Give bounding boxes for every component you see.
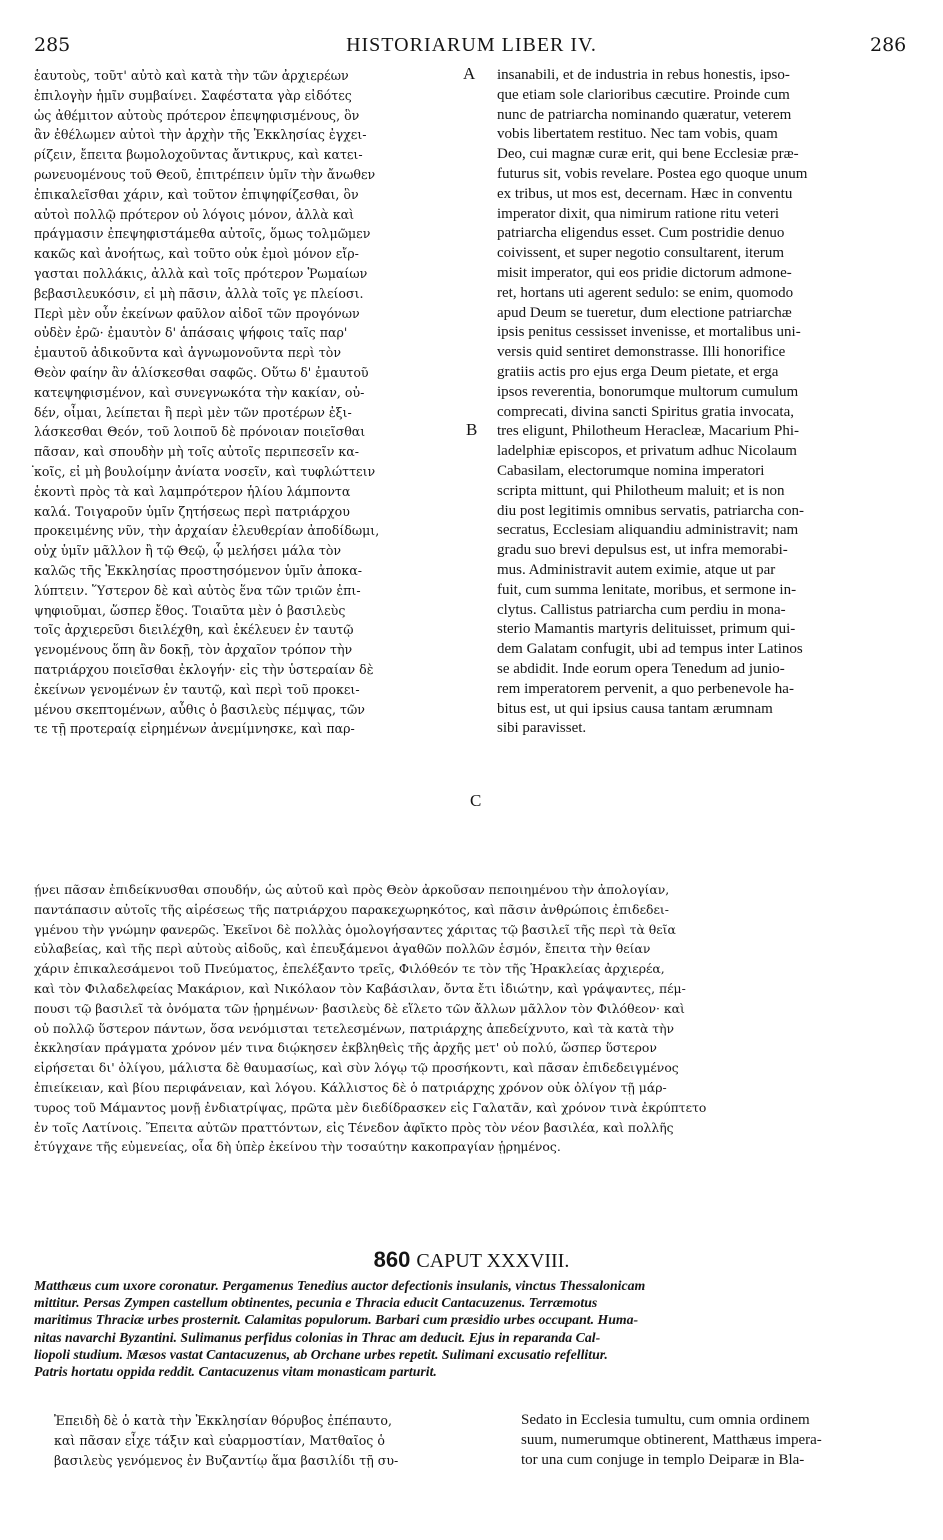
text-line: γασται πολλάκις, ἀλλὰ καὶ τοῖς πρότερον Ῥωμαίων: [34, 265, 368, 281]
text-line: imperator dixit, qua nimirum ratione ritu veteri: [497, 205, 780, 222]
text-line: futurus sit, vobis revelare. Postea ego quoque unum: [497, 165, 808, 182]
text-line: ἐκείνων γενομένων ἐν ταυτῷ, καὶ περὶ τοῦ προκει-: [34, 681, 360, 697]
margin-mark-a: A: [463, 64, 476, 83]
text-line: sterio Mamantis martyris delituisset, primum qui-: [497, 621, 796, 638]
greek-text-column: [34, 66, 461, 739]
text-line: ἐπιλογὴν ἡμῖν συμβαίνει. Σαφέστατα γὰρ εἰδότες: [34, 87, 352, 103]
text-line: ρωνευομένους τοῦ Θεοῦ, ἐπιτρέπειν ὑμῖν τὴν ἄνωθεν: [34, 166, 376, 182]
text-line: ἂν ἐθέλωμεν αὐτοὶ τὴν ἀρχὴν τῆς Ἐκκλησίας ἐγχει-: [34, 127, 367, 143]
text-line: mus. Administravit autem eximie, atque ut par: [497, 561, 776, 578]
text-line: ἐπικαλεῖσθαι χάριν, καὶ τοῦτον ἐπιψηφίζεσθαι, ὃν: [34, 186, 359, 202]
text-line: ψηφιοῦμαι, ὥσπερ ἔθος. Τοιαῦτα μὲν ὁ βασιλεὺς: [34, 602, 346, 618]
text-line: ἑαυτοὺς, τοῦτ' αὐτὸ καὶ κατὰ τὴν τῶν ἀρχιερέων: [34, 68, 349, 83]
text-line: insanabili, et de industria in rebus honestis, ipso-: [497, 67, 790, 83]
text-line: comprecati, divina sancti Spiritus gratia invocata,: [497, 403, 794, 420]
text-line: καλῶς τῆς Ἐκκλησίας προστησόμενον ὑμῖν ἀποκα-: [34, 562, 362, 578]
margin-dot: .: [31, 456, 35, 471]
text-line: πατριάρχου ποιεῖσθαι ἐκλογήν· εἰς τὴν ὑστεραίαν δὲ: [34, 661, 374, 677]
text-line: αὐτοὶ πολλῷ πρότερον οὐ λόγοις μόνον, ἀλλὰ καὶ: [34, 206, 355, 222]
text-line: καὶ πᾶσαν εἶχε τάξιν καὶ εὐαρμοστίαν, Ματθαῖος ὁ: [54, 1432, 385, 1448]
text-line: diu post legitimis omnibus servatis, patriarcha con-: [497, 502, 805, 519]
text-line: gratiis actis pro ejus erga Deum pietate, et erga: [497, 363, 779, 380]
text-line: nunc de patriarcha nominando quæratur, veterem: [497, 106, 792, 123]
text-line: ἐκκλησίαν πράγματα χρόνον μέν τινα διῴκησεν ἐκβληθεὶς τῆς ἀρχῆς μετ' οὐ πολύ, ὥσπερ ὕστερον: [34, 1040, 657, 1056]
greek-chapter-opening: [54, 1411, 502, 1470]
text-line: γενομένους ὅπη ἂν δοκῇ, τὸν ἀρχαῖον τρόπον τὴν: [34, 642, 353, 658]
text-line: λύπτειν. Ὕστερον δὲ καὶ αὐτὸς ἕνα τῶν τριῶν ἐπι-: [34, 582, 361, 598]
summary-line: maritimus Thraciæ urbes prosternit. Calamitas populorum. Barbari cum præsidio urbes occupant. Huma-: [34, 1312, 639, 1328]
text-line: χάριν ἐπικαλεσάμενοι τοῦ Πνεύματος, ἐπελέξαντο τρεῖς, Φιλόθεόν τε τὸν τῆς Ἡρακλείας ἀρχιερέα,: [34, 961, 665, 977]
text-line: Cabasilam, electorumque nomina imperatori: [497, 462, 765, 479]
text-line: se abdidit. Inde eorum opera Tenedum ad junio-: [497, 660, 785, 677]
chapter-title: CAPUT XXXVIII.: [416, 1250, 570, 1272]
text-line: ret, hortans uti agerent sedulo: se enim, quomodo: [497, 284, 794, 301]
text-line: Περὶ μὲν οὖν ἐκείνων φαῦλον αἰδοῖ τῶν προγόνων: [34, 305, 360, 321]
text-line: προκειμένης νῦν, τὴν ἀρχαίαν ἐλευθερίαν ἀποδίδωμι,: [34, 523, 380, 539]
text-line: κοῖς, εἰ μὴ βουλοίμην ἀνίατα νοσεῖν, καὶ τυφλώττειν: [34, 463, 376, 479]
text-line: tor una cum conjuge in templo Deiparæ in Bla-: [521, 1451, 805, 1468]
latin-chapter-opening: [521, 1411, 909, 1470]
text-line: ἐμαυτοῦ ἀδικοῦντα καὶ ἀγνωμονοῦντα περὶ τὸν: [34, 345, 341, 361]
text-line: εὐλαβείας, καὶ τῆς περὶ αὐτοὺς αἰδοῦς, καὶ ἐπευξάμενοι ἀγαθῶν πολλῶν ἑσμόν, ἔπειτα τὴν θείαν: [34, 941, 651, 957]
text-line: πᾶσαν, καὶ σπουδὴν μὴ τοῖς αὐτοῖς περιπεσεῖν κα-: [34, 444, 360, 460]
summary-line: liopoli studium. Mæsos vastat Cantacuzenus, ab Orchane urbes repetit. Sulimani excusatio refellitur.: [34, 1346, 608, 1362]
text-line: versis quid sentiret demonstrasse. Illi honorifice: [497, 344, 786, 361]
text-line: τυρος τοῦ Μάμαντος μονῇ ἐνδιατρίψας, πρῶτα μὲν διεδίδρασκεν εἰς Γαλατᾶν, καὶ χρόνον τινὰ ἐκρύπτετο: [34, 1099, 707, 1115]
text-line: que etiam sole clarioribus cæcutire. Proinde cum: [497, 86, 790, 103]
text-line: apud Deum se tueretur, dum electione patriarchæ: [497, 304, 792, 321]
chapter-heading: [0, 1247, 943, 1273]
chapter-summary: [34, 1277, 909, 1380]
text-line: ἐτύγχανε τῆς εὐμενείας, οἷα δὴ ὑπὲρ ἐκείνου τὴν τοσαύτην κακοπραγίαν ᾑρημένος.: [34, 1139, 561, 1155]
text-line: λάσκεσθαι Θεόν, τοῦ λοιποῦ δὲ πρόνοιαν ποιεῖσθαι: [34, 424, 366, 440]
text-line: coivissent, et super negotio consultarent, iterum: [497, 245, 785, 262]
text-line: ρίζειν, ἔπειτα βωμολοχοῦντας ἄντικρυς, καὶ κατει-: [34, 147, 363, 163]
text-line: τοῖς ἀρχιερεῦσι διειλέχθη, καὶ ἐκέλευεν ἐν ταυτῷ: [34, 622, 354, 638]
text-line: ἐπιείκειαν, καὶ βίου περιφάνειαν, καὶ λόγου. Κάλλιστος δὲ ὁ πατριάρχης χρόνον οὐκ ὀλίγον τῇ μάρ-: [34, 1079, 667, 1095]
text-line: πουσι τῷ βασιλεῖ τὰ ὀνόματα τῶν ᾑρημένων· βασιλεὺς δὲ εἵλετο τῶν ἄλλων μᾶλλον τὸν Φιλόθεον· καὶ: [34, 1000, 685, 1016]
chapter-number: 860: [373, 1247, 411, 1272]
text-line: Deo, cui magnæ curæ erit, qui bene Ecclesiæ præ-: [497, 146, 799, 163]
page-header: [0, 34, 943, 60]
page-number-right: 286: [870, 34, 907, 56]
text-line: vobis libertatem restituo. Nec tam vobis, quam: [497, 126, 778, 143]
text-line: dem Galatam confugit, ubi ad tempus inter Latinos: [497, 641, 803, 658]
text-line: bitus est, ut qui ipsius causa tantam ærumnam: [497, 700, 773, 717]
text-line: sibi paravisset.: [497, 720, 587, 737]
text-line: ipsis penitus cessisset invenisse, et mortalibus uni-: [497, 324, 801, 341]
summary-line: Patris hortatu oppida reddit. Cantacuzenus vitam monasticam parturit.: [34, 1363, 437, 1379]
text-line: ῄνει πᾶσαν ἐπιδείκνυσθαι σπουδήν, ὡς αὐτοῦ καὶ πρὸς Θεὸν ἀρκοῦσαν πεποιημένου τὴν ἀπολογίαν,: [34, 882, 670, 897]
greek-full-width-text: [34, 880, 908, 1157]
text-line: πράγμασιν ἐπεψηφιστάμεθα αὐτοῖς, ὅμως τολμῶμεν: [34, 226, 371, 242]
text-line: ἐν τοῖς Λατίνοις. Ἔπειτα αὐτῶν πραττόντων, εἰς Τένεδον ἀφῖκτο πρὸς τὸν νέον βασιλέα, καὶ πολλῆς: [34, 1119, 674, 1135]
text-line: rem imperatorem pervenit, a quo perbenevole ha-: [497, 680, 794, 697]
text-line: patriarcha eligendus esset. Cum postridie denuo: [497, 225, 785, 242]
text-line: τε τῇ προτεραίᾳ εἰρημένων ἀνεμίμνησκε, καὶ παρ-: [34, 721, 355, 737]
text-line: οὐχ ὑμῖν μᾶλλον ἢ τῷ Θεῷ, ᾧ μελήσει μάλα τὸν: [34, 543, 342, 559]
text-line: suum, numerumque obtinerent, Matthæus impera-: [521, 1431, 822, 1448]
text-line: οὐδὲν ἐρῶ· ἐμαυτὸν δ' ἁπάσαις ψήφοις ταῖς παρ': [34, 325, 348, 341]
text-line: ἑκοντὶ πρὸς τὰ καὶ λαμπρότερον ἡλίου λάμποντα: [34, 483, 351, 499]
latin-text-column: [497, 66, 907, 739]
text-line: παντάπασιν αὐτοῖς τῆς αἱρέσεως τῆς πατριάρχου παρακεχωρηκότος, καὶ πᾶσιν ἀνθρώποις ἐπιδεδει-: [34, 901, 669, 917]
text-line: καλά. Τοιγαροῦν ὑμῖν ζητήσεως περὶ πατριάρχου: [34, 503, 350, 519]
text-line: εἰρήσεται δι' ὀλίγου, μάλιστα δὲ θαυμασίως, καὶ σὺν λόγῳ τῷ προσήκοντι, καὶ πᾶσαν ἐπιδεδειγμένος: [34, 1060, 679, 1076]
text-line: καὶ τὸν Φιλαδελφείας Μακάριον, καὶ Νικόλαον τὸν Καβάσιλαν, ὄντα ἔτι ἰδιώτην, καὶ γράψαντες, πέμ-: [34, 980, 686, 996]
text-line: ladelphiæ episcopos, et privatum adhuc Nicolaum: [497, 443, 797, 460]
text-line: μένου σκεπτομένων, αὖθις ὁ βασιλεὺς πέμψας, τῶν: [34, 701, 365, 717]
text-line: βασιλεὺς γενόμενος ἐν Βυζαντίῳ ἅμα βασιλίδι τῇ συ-: [54, 1452, 399, 1468]
text-line: scripta mittunt, qui Philotheum maluit; et is non: [497, 482, 785, 499]
text-line: misit imperator, qui eos pridie dictorum admone-: [497, 264, 792, 281]
text-line: οὐ πολλῷ ὕστερον πάντων, ὅσα νενόμισται τετελεσμένων, πατριάρχης ἀπεδείχνυτο, καὶ τὰ κατὰ τὴν: [34, 1020, 675, 1036]
text-line: δέν, οἶμαι, λείπεται ἢ περὶ μὲν τῶν προτέρων ἐξι-: [34, 404, 352, 420]
text-line: gradu suo brevi depulsus est, ut infra memorabi-: [497, 542, 788, 559]
text-line: ὡς ἀθέμιτον αὐτοὺς πρότερον ἐπεψηφισμένους, ὃν: [34, 107, 360, 123]
text-line: Θεὸν φαίην ἂν ἁλίσκεσθαι σαφῶς. Οὕτω δ' ἐμαυτοῦ: [34, 364, 369, 380]
summary-line: Matthæus cum uxore coronatur. Pergamenus Tenedius auctor defectionis insulanis, vinctus Thessalonicam: [34, 1278, 646, 1293]
running-title: HISTORIARUM LIBER IV.: [346, 34, 597, 56]
text-line: Ἐπειδὴ δὲ ὁ κατὰ τὴν Ἐκκλησίαν θόρυβος ἐπέπαυτο,: [54, 1413, 392, 1428]
summary-line: mittitur. Persas Zympen castellum obtinentes, pecunia e Thracia educit Cantacuzenus. Terræmotus: [34, 1295, 598, 1311]
text-line: ipsos reverentia, bonorumque multorum cumulum: [497, 383, 799, 400]
text-line: secratus, Ecclesiam aliquandiu administravit; nam: [497, 522, 799, 539]
margin-mark-b: B: [466, 420, 478, 439]
text-line: fuit, cum summa lenitate, moribus, et sermone in-: [497, 581, 797, 598]
text-line: κατεψηφισμένον, καὶ συνεγνωκότα τὴν κακίαν, οὐ-: [34, 384, 365, 400]
text-line: γμένου τὴν γνώμην φανερῶς. Ἐκεῖνοι δὲ πολλὰς ὁμολογήσαντες χάριτας τῷ βασιλεῖ τῆς περὶ τὰ θεῖα: [34, 921, 676, 937]
page-number-left: 285: [34, 34, 71, 56]
text-line: tres eligunt, Philotheum Heracleæ, Macarium Phi-: [497, 423, 800, 440]
summary-line: nitas navarchi Byzantini. Sulimanus perfidus colonias in Thrac am deducit. Ejus in reparanda Cal-: [34, 1329, 601, 1345]
margin-mark-c: C: [470, 791, 482, 810]
text-line: βεβασιλευκόσιν, εἰ μὴ πᾶσιν, ἀλλὰ τοῖς γε πλείοσι.: [34, 285, 364, 301]
text-line: ex tribus, ut mos est, decernam. Hæc in conventu: [497, 185, 793, 202]
text-line: clytus. Callistus patriarcha cum perdiu in mona-: [497, 601, 786, 618]
text-line: Sedato in Ecclesia tumultu, cum omnia ordinem: [521, 1412, 810, 1428]
text-line: κακῶς καὶ ἀνοήτως, καὶ τοῦτο οὐκ ἐμοὶ μόνον εἴρ-: [34, 246, 359, 262]
